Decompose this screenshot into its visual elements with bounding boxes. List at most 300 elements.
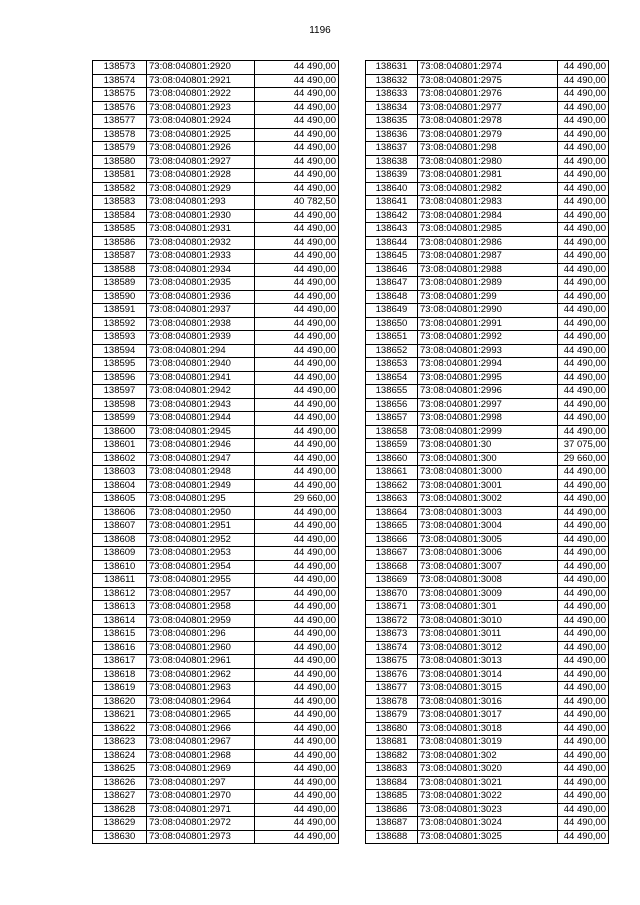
table-row <box>366 209 609 223</box>
cadastral-number-cell: 73:08:040801:2971 <box>147 803 255 817</box>
row-number-cell: 138687 <box>366 817 418 831</box>
table-row <box>93 425 339 439</box>
value-cell: 44 490,00 <box>558 547 609 561</box>
value-cell: 44 490,00 <box>558 520 609 534</box>
cadastral-number-cell: 73:08:040801:2953 <box>147 547 255 561</box>
cadastral-number-cell: 73:08:040801:294 <box>147 344 255 358</box>
value-cell: 44 490,00 <box>255 817 339 831</box>
row-number-cell: 138656 <box>366 398 418 412</box>
table-row <box>93 169 339 183</box>
cadastral-number-cell: 73:08:040801:2947 <box>147 452 255 466</box>
cadastral-number-cell: 73:08:040801:3005 <box>418 533 558 547</box>
value-cell: 44 490,00 <box>255 155 339 169</box>
value-cell: 44 490,00 <box>255 358 339 372</box>
table-row <box>366 304 609 318</box>
row-number-cell: 138606 <box>93 506 147 520</box>
value-cell: 44 490,00 <box>558 749 609 763</box>
cadastral-number-cell: 73:08:040801:2951 <box>147 520 255 534</box>
value-cell: 44 490,00 <box>255 317 339 331</box>
row-number-cell: 138637 <box>366 142 418 156</box>
value-cell: 44 490,00 <box>558 736 609 750</box>
value-cell: 44 490,00 <box>255 655 339 669</box>
value-cell: 44 490,00 <box>255 560 339 574</box>
row-number-cell: 138578 <box>93 128 147 142</box>
row-number-cell: 138617 <box>93 655 147 669</box>
row-number-cell: 138588 <box>93 263 147 277</box>
row-number-cell: 138672 <box>366 614 418 628</box>
value-cell: 44 490,00 <box>255 74 339 88</box>
value-cell: 44 490,00 <box>558 331 609 345</box>
row-number-cell: 138651 <box>366 331 418 345</box>
value-cell: 44 490,00 <box>558 277 609 291</box>
table-row <box>366 155 609 169</box>
cadastral-number-cell: 73:08:040801:293 <box>147 196 255 210</box>
cadastral-number-cell: 73:08:040801:2939 <box>147 331 255 345</box>
cadastral-number-cell: 73:08:040801:2925 <box>147 128 255 142</box>
cadastral-number-cell: 73:08:040801:2923 <box>147 101 255 115</box>
cadastral-number-cell: 73:08:040801:2991 <box>418 317 558 331</box>
value-cell: 44 490,00 <box>558 830 609 844</box>
value-cell: 44 490,00 <box>255 614 339 628</box>
cadastral-number-cell: 73:08:040801:2977 <box>418 101 558 115</box>
cadastral-number-cell: 73:08:040801:3008 <box>418 574 558 588</box>
value-cell: 44 490,00 <box>558 506 609 520</box>
row-number-cell: 138590 <box>93 290 147 304</box>
value-cell: 44 490,00 <box>558 722 609 736</box>
row-number-cell: 138577 <box>93 115 147 129</box>
cadastral-number-cell: 73:08:040801:3012 <box>418 641 558 655</box>
row-number-cell: 138631 <box>366 61 418 75</box>
cadastral-number-cell: 73:08:040801:2999 <box>418 425 558 439</box>
row-number-cell: 138573 <box>93 61 147 75</box>
cadastral-number-cell: 73:08:040801:2968 <box>147 749 255 763</box>
table-row <box>93 115 339 129</box>
cadastral-number-cell: 73:08:040801:302 <box>418 749 558 763</box>
row-number-cell: 138671 <box>366 601 418 615</box>
table-row <box>366 385 609 399</box>
row-number-cell: 138682 <box>366 749 418 763</box>
table-row <box>366 790 609 804</box>
row-number-cell: 138669 <box>366 574 418 588</box>
table-row <box>366 749 609 763</box>
table-row <box>93 358 339 372</box>
row-number-cell: 138664 <box>366 506 418 520</box>
value-cell: 44 490,00 <box>255 115 339 129</box>
value-cell: 44 490,00 <box>255 398 339 412</box>
page-number: 1196 <box>309 25 331 36</box>
table-row <box>366 560 609 574</box>
table-row <box>93 182 339 196</box>
table-row <box>366 493 609 507</box>
table-row <box>366 533 609 547</box>
table-row <box>366 101 609 115</box>
table-row <box>366 547 609 561</box>
value-cell: 44 490,00 <box>255 803 339 817</box>
table-row <box>93 601 339 615</box>
value-cell: 44 490,00 <box>558 479 609 493</box>
cadastral-number-cell: 73:08:040801:2979 <box>418 128 558 142</box>
cadastral-number-cell: 73:08:040801:2988 <box>418 263 558 277</box>
value-cell: 44 490,00 <box>558 74 609 88</box>
row-number-cell: 138604 <box>93 479 147 493</box>
cadastral-number-cell: 73:08:040801:2945 <box>147 425 255 439</box>
row-number-cell: 138642 <box>366 209 418 223</box>
table-row <box>366 371 609 385</box>
table-row <box>93 155 339 169</box>
left-register-table <box>92 60 339 844</box>
cadastral-number-cell: 73:08:040801:2941 <box>147 371 255 385</box>
cadastral-number-cell: 73:08:040801:3025 <box>418 830 558 844</box>
row-number-cell: 138629 <box>93 817 147 831</box>
value-cell: 44 490,00 <box>558 668 609 682</box>
row-number-cell: 138620 <box>93 695 147 709</box>
value-cell: 44 490,00 <box>255 385 339 399</box>
cadastral-number-cell: 73:08:040801:3014 <box>418 668 558 682</box>
row-number-cell: 138593 <box>93 331 147 345</box>
value-cell: 44 490,00 <box>558 182 609 196</box>
row-number-cell: 138581 <box>93 169 147 183</box>
value-cell: 44 490,00 <box>558 317 609 331</box>
row-number-cell: 138668 <box>366 560 418 574</box>
cadastral-number-cell: 73:08:040801:2920 <box>147 61 255 75</box>
cadastral-number-cell: 73:08:040801:2960 <box>147 641 255 655</box>
cadastral-number-cell: 73:08:040801:2922 <box>147 88 255 102</box>
table-row <box>93 142 339 156</box>
row-number-cell: 138595 <box>93 358 147 372</box>
row-number-cell: 138614 <box>93 614 147 628</box>
value-cell: 44 490,00 <box>255 628 339 642</box>
table-row <box>93 398 339 412</box>
row-number-cell: 138662 <box>366 479 418 493</box>
row-number-cell: 138592 <box>93 317 147 331</box>
value-cell: 44 490,00 <box>255 182 339 196</box>
value-cell: 44 490,00 <box>255 452 339 466</box>
value-cell: 44 490,00 <box>255 425 339 439</box>
table-row <box>366 709 609 723</box>
row-number-cell: 138666 <box>366 533 418 547</box>
table-row <box>93 74 339 88</box>
table-row <box>93 223 339 237</box>
row-number-cell: 138650 <box>366 317 418 331</box>
table-row <box>366 763 609 777</box>
row-number-cell: 138685 <box>366 790 418 804</box>
table-row <box>366 506 609 520</box>
table-row <box>366 736 609 750</box>
cadastral-number-cell: 73:08:040801:2989 <box>418 277 558 291</box>
cadastral-number-cell: 73:08:040801:3017 <box>418 709 558 723</box>
row-number-cell: 138602 <box>93 452 147 466</box>
row-number-cell: 138584 <box>93 209 147 223</box>
value-cell: 29 660,00 <box>255 493 339 507</box>
cadastral-number-cell: 73:08:040801:3020 <box>418 763 558 777</box>
cadastral-number-cell: 73:08:040801:301 <box>418 601 558 615</box>
row-number-cell: 138667 <box>366 547 418 561</box>
row-number-cell: 138589 <box>93 277 147 291</box>
cadastral-number-cell: 73:08:040801:2955 <box>147 574 255 588</box>
table-row <box>366 803 609 817</box>
value-cell: 44 490,00 <box>255 236 339 250</box>
table-row <box>366 601 609 615</box>
row-number-cell: 138585 <box>93 223 147 237</box>
value-cell: 40 782,50 <box>255 196 339 210</box>
table-row <box>366 169 609 183</box>
cadastral-number-cell: 73:08:040801:2952 <box>147 533 255 547</box>
table-row <box>93 695 339 709</box>
table-row <box>366 695 609 709</box>
row-number-cell: 138684 <box>366 776 418 790</box>
value-cell: 44 490,00 <box>255 466 339 480</box>
table-row <box>366 466 609 480</box>
cadastral-number-cell: 73:08:040801:2997 <box>418 398 558 412</box>
row-number-cell: 138618 <box>93 668 147 682</box>
row-number-cell: 138670 <box>366 587 418 601</box>
row-number-cell: 138610 <box>93 560 147 574</box>
row-number-cell: 138636 <box>366 128 418 142</box>
cadastral-number-cell: 73:08:040801:2990 <box>418 304 558 318</box>
table-row <box>93 317 339 331</box>
row-number-cell: 138643 <box>366 223 418 237</box>
value-cell: 44 490,00 <box>558 763 609 777</box>
value-cell: 44 490,00 <box>558 169 609 183</box>
value-cell: 44 490,00 <box>255 709 339 723</box>
row-number-cell: 138661 <box>366 466 418 480</box>
value-cell: 44 490,00 <box>558 682 609 696</box>
value-cell: 44 490,00 <box>255 169 339 183</box>
row-number-cell: 138576 <box>93 101 147 115</box>
table-row <box>93 790 339 804</box>
cadastral-number-cell: 73:08:040801:30 <box>418 439 558 453</box>
value-cell: 44 490,00 <box>558 655 609 669</box>
cadastral-number-cell: 73:08:040801:2983 <box>418 196 558 210</box>
table-row <box>366 668 609 682</box>
row-number-cell: 138615 <box>93 628 147 642</box>
value-cell: 44 490,00 <box>255 223 339 237</box>
row-number-cell: 138601 <box>93 439 147 453</box>
table-row <box>366 587 609 601</box>
table-row <box>366 196 609 210</box>
table-row <box>366 331 609 345</box>
row-number-cell: 138665 <box>366 520 418 534</box>
cadastral-number-cell: 73:08:040801:298 <box>418 142 558 156</box>
cadastral-number-cell: 73:08:040801:2935 <box>147 277 255 291</box>
row-number-cell: 138676 <box>366 668 418 682</box>
table-row <box>366 425 609 439</box>
value-cell: 44 490,00 <box>255 763 339 777</box>
right-table-body <box>366 61 609 844</box>
row-number-cell: 138659 <box>366 439 418 453</box>
value-cell: 44 490,00 <box>558 358 609 372</box>
row-number-cell: 138605 <box>93 493 147 507</box>
table-row <box>366 115 609 129</box>
table-row <box>366 250 609 264</box>
cadastral-number-cell: 73:08:040801:2943 <box>147 398 255 412</box>
cadastral-number-cell: 73:08:040801:2976 <box>418 88 558 102</box>
value-cell: 44 490,00 <box>255 682 339 696</box>
value-cell: 44 490,00 <box>558 236 609 250</box>
cadastral-number-cell: 73:08:040801:2969 <box>147 763 255 777</box>
value-cell: 44 490,00 <box>255 209 339 223</box>
value-cell: 44 490,00 <box>255 290 339 304</box>
value-cell: 44 490,00 <box>558 614 609 628</box>
value-cell: 44 490,00 <box>255 88 339 102</box>
row-number-cell: 138621 <box>93 709 147 723</box>
cadastral-number-cell: 73:08:040801:3011 <box>418 628 558 642</box>
row-number-cell: 138645 <box>366 250 418 264</box>
cadastral-number-cell: 73:08:040801:2931 <box>147 223 255 237</box>
table-row <box>366 614 609 628</box>
value-cell: 44 490,00 <box>558 263 609 277</box>
cadastral-number-cell: 73:08:040801:3019 <box>418 736 558 750</box>
table-row <box>366 641 609 655</box>
cadastral-number-cell: 73:08:040801:2942 <box>147 385 255 399</box>
row-number-cell: 138657 <box>366 412 418 426</box>
row-number-cell: 138582 <box>93 182 147 196</box>
cadastral-number-cell: 73:08:040801:2933 <box>147 250 255 264</box>
table-row <box>93 628 339 642</box>
row-number-cell: 138680 <box>366 722 418 736</box>
value-cell: 44 490,00 <box>558 223 609 237</box>
table-row <box>366 74 609 88</box>
value-cell: 44 490,00 <box>558 587 609 601</box>
table-row <box>93 722 339 736</box>
cadastral-number-cell: 73:08:040801:2966 <box>147 722 255 736</box>
cadastral-number-cell: 73:08:040801:3021 <box>418 776 558 790</box>
table-row <box>366 520 609 534</box>
value-cell: 44 490,00 <box>558 412 609 426</box>
value-cell: 44 490,00 <box>558 560 609 574</box>
row-number-cell: 138649 <box>366 304 418 318</box>
cadastral-number-cell: 73:08:040801:3003 <box>418 506 558 520</box>
cadastral-number-cell: 73:08:040801:297 <box>147 776 255 790</box>
table-row <box>366 628 609 642</box>
table-row <box>93 560 339 574</box>
row-number-cell: 138609 <box>93 547 147 561</box>
value-cell: 44 490,00 <box>558 209 609 223</box>
right-register-table <box>365 60 609 844</box>
row-number-cell: 138663 <box>366 493 418 507</box>
cadastral-number-cell: 73:08:040801:295 <box>147 493 255 507</box>
table-row <box>93 668 339 682</box>
value-cell: 44 490,00 <box>558 790 609 804</box>
value-cell: 44 490,00 <box>255 776 339 790</box>
value-cell: 44 490,00 <box>255 304 339 318</box>
row-number-cell: 138683 <box>366 763 418 777</box>
table-row <box>366 277 609 291</box>
row-number-cell: 138652 <box>366 344 418 358</box>
value-cell: 44 490,00 <box>255 830 339 844</box>
table-row <box>366 722 609 736</box>
value-cell: 44 490,00 <box>255 601 339 615</box>
value-cell: 44 490,00 <box>255 587 339 601</box>
table-row <box>366 655 609 669</box>
cadastral-number-cell: 73:08:040801:3004 <box>418 520 558 534</box>
table-row <box>366 263 609 277</box>
table-row <box>93 277 339 291</box>
cadastral-number-cell: 73:08:040801:3023 <box>418 803 558 817</box>
row-number-cell: 138639 <box>366 169 418 183</box>
cadastral-number-cell: 73:08:040801:2944 <box>147 412 255 426</box>
table-row <box>93 736 339 750</box>
table-row <box>93 520 339 534</box>
value-cell: 44 490,00 <box>558 641 609 655</box>
value-cell: 44 490,00 <box>255 749 339 763</box>
table-row <box>93 331 339 345</box>
table-row <box>366 439 609 453</box>
table-row <box>93 128 339 142</box>
cadastral-number-cell: 73:08:040801:300 <box>418 452 558 466</box>
table-row <box>93 506 339 520</box>
cadastral-number-cell: 73:08:040801:2986 <box>418 236 558 250</box>
table-row <box>366 61 609 75</box>
value-cell: 44 490,00 <box>558 371 609 385</box>
row-number-cell: 138633 <box>366 88 418 102</box>
cadastral-number-cell: 73:08:040801:2940 <box>147 358 255 372</box>
cadastral-number-cell: 73:08:040801:2965 <box>147 709 255 723</box>
value-cell: 44 490,00 <box>255 412 339 426</box>
row-number-cell: 138598 <box>93 398 147 412</box>
table-row <box>93 641 339 655</box>
row-number-cell: 138608 <box>93 533 147 547</box>
row-number-cell: 138648 <box>366 290 418 304</box>
cadastral-number-cell: 73:08:040801:2962 <box>147 668 255 682</box>
value-cell: 44 490,00 <box>558 88 609 102</box>
table-row <box>93 412 339 426</box>
table-row <box>366 317 609 331</box>
row-number-cell: 138612 <box>93 587 147 601</box>
row-number-cell: 138632 <box>366 74 418 88</box>
row-number-cell: 138594 <box>93 344 147 358</box>
table-row <box>93 533 339 547</box>
row-number-cell: 138619 <box>93 682 147 696</box>
cadastral-number-cell: 73:08:040801:2927 <box>147 155 255 169</box>
value-cell: 44 490,00 <box>558 142 609 156</box>
table-row <box>366 830 609 844</box>
cadastral-number-cell: 73:08:040801:2975 <box>418 74 558 88</box>
value-cell: 44 490,00 <box>255 344 339 358</box>
value-cell: 44 490,00 <box>255 790 339 804</box>
cadastral-number-cell: 73:08:040801:2984 <box>418 209 558 223</box>
cadastral-number-cell: 73:08:040801:2921 <box>147 74 255 88</box>
table-row <box>93 385 339 399</box>
cadastral-number-cell: 73:08:040801:2992 <box>418 331 558 345</box>
table-row <box>366 682 609 696</box>
cadastral-number-cell: 73:08:040801:2967 <box>147 736 255 750</box>
value-cell: 44 490,00 <box>255 331 339 345</box>
table-row <box>366 412 609 426</box>
cadastral-number-cell: 73:08:040801:3006 <box>418 547 558 561</box>
value-cell: 44 490,00 <box>558 817 609 831</box>
value-cell: 44 490,00 <box>558 101 609 115</box>
value-cell: 44 490,00 <box>255 101 339 115</box>
cadastral-number-cell: 73:08:040801:2963 <box>147 682 255 696</box>
cadastral-number-cell: 73:08:040801:3010 <box>418 614 558 628</box>
row-number-cell: 138627 <box>93 790 147 804</box>
value-cell: 44 490,00 <box>558 628 609 642</box>
table-row <box>93 763 339 777</box>
cadastral-number-cell: 73:08:040801:2934 <box>147 263 255 277</box>
value-cell: 44 490,00 <box>558 803 609 817</box>
value-cell: 44 490,00 <box>255 736 339 750</box>
cadastral-number-cell: 73:08:040801:2954 <box>147 560 255 574</box>
row-number-cell: 138625 <box>93 763 147 777</box>
cadastral-number-cell: 73:08:040801:2964 <box>147 695 255 709</box>
row-number-cell: 138600 <box>93 425 147 439</box>
table-row <box>93 817 339 831</box>
table-row <box>366 142 609 156</box>
value-cell: 44 490,00 <box>255 547 339 561</box>
table-row <box>93 371 339 385</box>
cadastral-number-cell: 73:08:040801:3007 <box>418 560 558 574</box>
